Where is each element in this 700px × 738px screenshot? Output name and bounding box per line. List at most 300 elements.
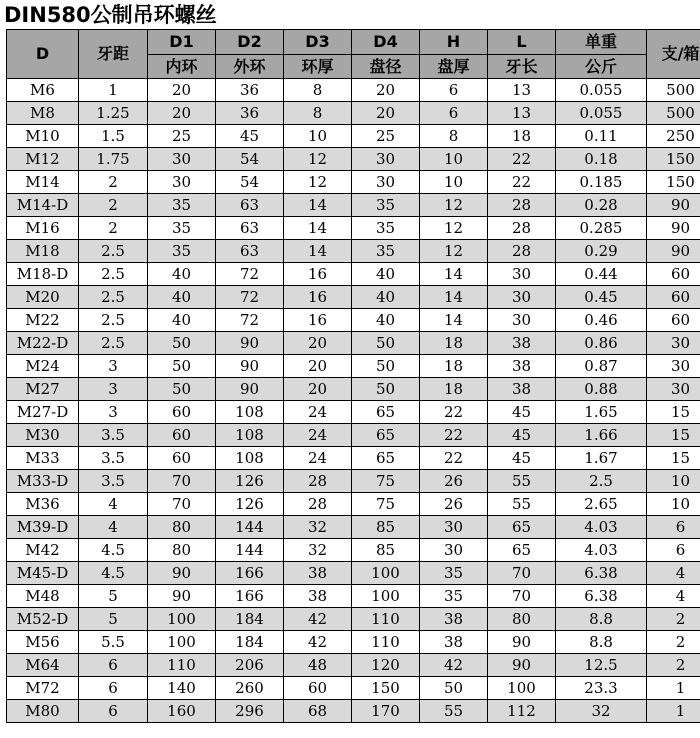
cell-l: 65 <box>488 516 556 539</box>
header-d3-sub: 环厚 <box>284 54 352 79</box>
cell-d2: 63 <box>216 217 284 240</box>
header-h: H <box>420 30 488 55</box>
table-row <box>7 171 700 194</box>
cell-d1: 100 <box>148 608 216 631</box>
cell-weight: 4.03 <box>556 539 647 562</box>
cell-size: M12 <box>7 148 79 171</box>
cell-d2: 63 <box>216 240 284 263</box>
cell-per-box: 10 <box>647 470 700 493</box>
cell-per-box: 15 <box>647 424 700 447</box>
header-d: D <box>7 30 79 79</box>
cell-d2: 45 <box>216 125 284 148</box>
cell-per-box: 150 <box>647 148 700 171</box>
cell-d3: 28 <box>284 493 352 516</box>
cell-l: 30 <box>488 286 556 309</box>
cell-pitch: 3.5 <box>79 470 148 493</box>
cell-d3: 8 <box>284 79 352 102</box>
cell-per-box: 6 <box>647 516 700 539</box>
table-row <box>7 516 700 539</box>
table-row <box>7 447 700 470</box>
table-row <box>7 608 700 631</box>
cell-size: M80 <box>7 700 79 723</box>
cell-pitch: 6 <box>79 654 148 677</box>
cell-d1: 20 <box>148 79 216 102</box>
cell-d2: 72 <box>216 286 284 309</box>
cell-d3: 10 <box>284 125 352 148</box>
cell-d1: 40 <box>148 309 216 332</box>
header-l-sub: 牙长 <box>488 54 556 79</box>
cell-h: 6 <box>420 79 488 102</box>
cell-per-box: 6 <box>647 539 700 562</box>
cell-d3: 12 <box>284 148 352 171</box>
cell-d4: 20 <box>352 79 420 102</box>
cell-d1: 60 <box>148 447 216 470</box>
cell-d4: 110 <box>352 608 420 631</box>
cell-per-box: 2 <box>647 631 700 654</box>
cell-d2: 126 <box>216 493 284 516</box>
cell-h: 22 <box>420 401 488 424</box>
table-row <box>7 470 700 493</box>
cell-d2: 260 <box>216 677 284 700</box>
cell-d3: 24 <box>284 401 352 424</box>
cell-d4: 30 <box>352 171 420 194</box>
cell-d4: 50 <box>352 332 420 355</box>
cell-l: 70 <box>488 562 556 585</box>
cell-h: 10 <box>420 148 488 171</box>
cell-weight: 23.3 <box>556 677 647 700</box>
cell-h: 18 <box>420 332 488 355</box>
cell-l: 65 <box>488 539 556 562</box>
cell-d1: 35 <box>148 240 216 263</box>
cell-d3: 20 <box>284 378 352 401</box>
cell-weight: 0.185 <box>556 171 647 194</box>
cell-pitch: 2.5 <box>79 240 148 263</box>
cell-pitch: 4.5 <box>79 539 148 562</box>
cell-d3: 68 <box>284 700 352 723</box>
cell-size: M14 <box>7 171 79 194</box>
cell-size: M16 <box>7 217 79 240</box>
cell-d4: 65 <box>352 424 420 447</box>
cell-size: M10 <box>7 125 79 148</box>
table-row <box>7 332 700 355</box>
cell-weight: 6.38 <box>556 562 647 585</box>
cell-d2: 144 <box>216 539 284 562</box>
cell-size: M42 <box>7 539 79 562</box>
cell-d2: 296 <box>216 700 284 723</box>
cell-d1: 25 <box>148 125 216 148</box>
cell-d1: 70 <box>148 493 216 516</box>
cell-d3: 38 <box>284 585 352 608</box>
cell-weight: 2.65 <box>556 493 647 516</box>
cell-pitch: 2.5 <box>79 309 148 332</box>
cell-h: 22 <box>420 447 488 470</box>
cell-pitch: 3 <box>79 355 148 378</box>
table-row <box>7 401 700 424</box>
cell-weight: 32 <box>556 700 647 723</box>
cell-size: M33 <box>7 447 79 470</box>
cell-per-box: 500 <box>647 79 700 102</box>
table-row <box>7 677 700 700</box>
cell-per-box: 60 <box>647 309 700 332</box>
cell-d2: 72 <box>216 309 284 332</box>
cell-d2: 54 <box>216 148 284 171</box>
cell-d3: 14 <box>284 217 352 240</box>
table-body <box>7 79 700 723</box>
cell-l: 70 <box>488 585 556 608</box>
table-row <box>7 585 700 608</box>
cell-h: 26 <box>420 470 488 493</box>
cell-per-box: 1 <box>647 700 700 723</box>
cell-l: 30 <box>488 263 556 286</box>
table-row <box>7 562 700 585</box>
cell-pitch: 4 <box>79 516 148 539</box>
cell-h: 50 <box>420 677 488 700</box>
cell-per-box: 250 <box>647 125 700 148</box>
cell-pitch: 2.5 <box>79 263 148 286</box>
cell-h: 38 <box>420 631 488 654</box>
cell-d1: 60 <box>148 424 216 447</box>
cell-per-box: 90 <box>647 217 700 240</box>
cell-h: 38 <box>420 608 488 631</box>
cell-size: M33-D <box>7 470 79 493</box>
cell-h: 35 <box>420 562 488 585</box>
table-row <box>7 700 700 723</box>
cell-weight: 0.285 <box>556 217 647 240</box>
cell-h: 22 <box>420 424 488 447</box>
cell-d4: 50 <box>352 378 420 401</box>
cell-d3: 38 <box>284 562 352 585</box>
cell-d1: 30 <box>148 171 216 194</box>
cell-pitch: 1.25 <box>79 102 148 125</box>
cell-weight: 2.5 <box>556 470 647 493</box>
cell-d2: 36 <box>216 102 284 125</box>
cell-d1: 100 <box>148 631 216 654</box>
cell-d1: 80 <box>148 516 216 539</box>
cell-l: 18 <box>488 125 556 148</box>
table-row <box>7 355 700 378</box>
cell-d3: 16 <box>284 286 352 309</box>
cell-d2: 90 <box>216 332 284 355</box>
cell-d1: 40 <box>148 286 216 309</box>
cell-l: 55 <box>488 470 556 493</box>
cell-pitch: 5 <box>79 608 148 631</box>
cell-weight: 0.87 <box>556 355 647 378</box>
cell-d3: 42 <box>284 608 352 631</box>
cell-per-box: 30 <box>647 332 700 355</box>
cell-l: 80 <box>488 608 556 631</box>
cell-h: 30 <box>420 516 488 539</box>
cell-d1: 40 <box>148 263 216 286</box>
cell-weight: 0.29 <box>556 240 647 263</box>
cell-per-box: 15 <box>647 447 700 470</box>
cell-l: 45 <box>488 401 556 424</box>
cell-d3: 32 <box>284 539 352 562</box>
cell-d1: 30 <box>148 148 216 171</box>
cell-d3: 24 <box>284 424 352 447</box>
cell-d4: 150 <box>352 677 420 700</box>
cell-h: 30 <box>420 539 488 562</box>
header-weight: 单重 <box>556 30 647 55</box>
cell-d4: 110 <box>352 631 420 654</box>
table-row <box>7 194 700 217</box>
cell-weight: 0.44 <box>556 263 647 286</box>
cell-weight: 0.18 <box>556 148 647 171</box>
cell-size: M30 <box>7 424 79 447</box>
cell-h: 55 <box>420 700 488 723</box>
cell-d4: 50 <box>352 355 420 378</box>
cell-h: 8 <box>420 125 488 148</box>
cell-pitch: 1 <box>79 79 148 102</box>
cell-d3: 8 <box>284 102 352 125</box>
cell-l: 112 <box>488 700 556 723</box>
table-row <box>7 263 700 286</box>
cell-l: 100 <box>488 677 556 700</box>
table-row <box>7 631 700 654</box>
cell-size: M56 <box>7 631 79 654</box>
cell-d4: 40 <box>352 263 420 286</box>
cell-pitch: 5 <box>79 585 148 608</box>
cell-d4: 170 <box>352 700 420 723</box>
table-row <box>7 378 700 401</box>
cell-h: 42 <box>420 654 488 677</box>
cell-pitch: 3 <box>79 401 148 424</box>
table-row <box>7 539 700 562</box>
cell-per-box: 90 <box>647 240 700 263</box>
cell-l: 38 <box>488 332 556 355</box>
cell-d1: 70 <box>148 470 216 493</box>
cell-d2: 184 <box>216 631 284 654</box>
cell-d1: 90 <box>148 585 216 608</box>
cell-l: 38 <box>488 378 556 401</box>
cell-d1: 110 <box>148 654 216 677</box>
cell-weight: 1.66 <box>556 424 647 447</box>
cell-d4: 100 <box>352 562 420 585</box>
cell-weight: 0.055 <box>556 79 647 102</box>
spec-table <box>6 29 700 723</box>
cell-d4: 85 <box>352 516 420 539</box>
cell-l: 90 <box>488 654 556 677</box>
cell-d3: 28 <box>284 470 352 493</box>
header-d1: D1 <box>148 30 216 55</box>
cell-per-box: 60 <box>647 286 700 309</box>
cell-d1: 50 <box>148 378 216 401</box>
cell-weight: 0.86 <box>556 332 647 355</box>
cell-d3: 16 <box>284 263 352 286</box>
cell-d3: 48 <box>284 654 352 677</box>
table-row <box>7 286 700 309</box>
cell-per-box: 2 <box>647 654 700 677</box>
cell-d1: 160 <box>148 700 216 723</box>
cell-size: M27-D <box>7 401 79 424</box>
cell-weight: 0.11 <box>556 125 647 148</box>
cell-l: 22 <box>488 171 556 194</box>
cell-size: M18-D <box>7 263 79 286</box>
cell-h: 12 <box>420 240 488 263</box>
cell-size: M8 <box>7 102 79 125</box>
cell-h: 26 <box>420 493 488 516</box>
cell-per-box: 4 <box>647 585 700 608</box>
cell-l: 13 <box>488 79 556 102</box>
cell-d3: 16 <box>284 309 352 332</box>
cell-d3: 60 <box>284 677 352 700</box>
cell-per-box: 2 <box>647 608 700 631</box>
cell-d4: 75 <box>352 470 420 493</box>
table-row <box>7 217 700 240</box>
cell-pitch: 6 <box>79 677 148 700</box>
cell-d2: 108 <box>216 447 284 470</box>
cell-h: 10 <box>420 171 488 194</box>
cell-l: 45 <box>488 424 556 447</box>
cell-h: 14 <box>420 286 488 309</box>
cell-size: M39-D <box>7 516 79 539</box>
cell-d3: 20 <box>284 355 352 378</box>
cell-l: 55 <box>488 493 556 516</box>
cell-d3: 32 <box>284 516 352 539</box>
header-row <box>7 30 700 55</box>
cell-weight: 1.67 <box>556 447 647 470</box>
cell-d3: 12 <box>284 171 352 194</box>
cell-per-box: 60 <box>647 263 700 286</box>
cell-d2: 144 <box>216 516 284 539</box>
cell-d3: 14 <box>284 194 352 217</box>
cell-d3: 42 <box>284 631 352 654</box>
cell-size: M45-D <box>7 562 79 585</box>
cell-pitch: 6 <box>79 700 148 723</box>
cell-d1: 80 <box>148 539 216 562</box>
cell-h: 18 <box>420 355 488 378</box>
cell-per-box: 4 <box>647 562 700 585</box>
cell-d4: 65 <box>352 447 420 470</box>
cell-d2: 108 <box>216 401 284 424</box>
cell-size: M6 <box>7 79 79 102</box>
cell-d1: 35 <box>148 194 216 217</box>
cell-d4: 35 <box>352 194 420 217</box>
cell-h: 18 <box>420 378 488 401</box>
cell-weight: 0.28 <box>556 194 647 217</box>
cell-per-box: 1 <box>647 677 700 700</box>
cell-d2: 126 <box>216 470 284 493</box>
cell-d2: 184 <box>216 608 284 631</box>
cell-size: M22 <box>7 309 79 332</box>
cell-d2: 108 <box>216 424 284 447</box>
cell-pitch: 5.5 <box>79 631 148 654</box>
header-h-sub: 盘厚 <box>420 54 488 79</box>
cell-d1: 140 <box>148 677 216 700</box>
header-d4: D4 <box>352 30 420 55</box>
table-row <box>7 79 700 102</box>
cell-d4: 25 <box>352 125 420 148</box>
cell-pitch: 2 <box>79 171 148 194</box>
cell-d2: 166 <box>216 585 284 608</box>
cell-h: 12 <box>420 217 488 240</box>
cell-d4: 30 <box>352 148 420 171</box>
cell-weight: 6.38 <box>556 585 647 608</box>
cell-pitch: 3 <box>79 378 148 401</box>
cell-h: 12 <box>420 194 488 217</box>
header-per-box: 支/箱 <box>647 30 700 79</box>
cell-per-box: 90 <box>647 194 700 217</box>
table-row <box>7 309 700 332</box>
cell-pitch: 2.5 <box>79 286 148 309</box>
cell-size: M22-D <box>7 332 79 355</box>
table-row <box>7 102 700 125</box>
cell-size: M36 <box>7 493 79 516</box>
cell-per-box: 30 <box>647 378 700 401</box>
cell-weight: 8.8 <box>556 608 647 631</box>
cell-d4: 40 <box>352 286 420 309</box>
cell-size: M20 <box>7 286 79 309</box>
header-d3: D3 <box>284 30 352 55</box>
cell-per-box: 15 <box>647 401 700 424</box>
cell-d2: 206 <box>216 654 284 677</box>
cell-d2: 54 <box>216 171 284 194</box>
table-row <box>7 125 700 148</box>
cell-d4: 100 <box>352 585 420 608</box>
cell-h: 14 <box>420 309 488 332</box>
header-d4-sub: 盘径 <box>352 54 420 79</box>
cell-per-box: 30 <box>647 355 700 378</box>
cell-d4: 20 <box>352 102 420 125</box>
cell-weight: 4.03 <box>556 516 647 539</box>
cell-size: M52-D <box>7 608 79 631</box>
cell-l: 90 <box>488 631 556 654</box>
cell-weight: 0.055 <box>556 102 647 125</box>
cell-weight: 12.5 <box>556 654 647 677</box>
cell-size: M14-D <box>7 194 79 217</box>
header-weight-sub: 公斤 <box>556 54 647 79</box>
cell-l: 30 <box>488 309 556 332</box>
cell-pitch: 1.5 <box>79 125 148 148</box>
cell-d3: 14 <box>284 240 352 263</box>
cell-d2: 72 <box>216 263 284 286</box>
cell-size: M64 <box>7 654 79 677</box>
cell-d1: 35 <box>148 217 216 240</box>
cell-pitch: 3.5 <box>79 424 148 447</box>
cell-size: M24 <box>7 355 79 378</box>
cell-h: 14 <box>420 263 488 286</box>
cell-weight: 0.46 <box>556 309 647 332</box>
cell-d1: 50 <box>148 332 216 355</box>
cell-d2: 90 <box>216 378 284 401</box>
cell-d4: 120 <box>352 654 420 677</box>
cell-weight: 0.88 <box>556 378 647 401</box>
cell-pitch: 2 <box>79 194 148 217</box>
cell-h: 35 <box>420 585 488 608</box>
cell-pitch: 2.5 <box>79 332 148 355</box>
page-title: DIN580公制吊环螺丝 <box>4 3 217 27</box>
cell-l: 22 <box>488 148 556 171</box>
cell-d1: 60 <box>148 401 216 424</box>
cell-weight: 0.45 <box>556 286 647 309</box>
cell-d1: 90 <box>148 562 216 585</box>
cell-d2: 63 <box>216 194 284 217</box>
cell-size: M18 <box>7 240 79 263</box>
header-l: L <box>488 30 556 55</box>
cell-weight: 8.8 <box>556 631 647 654</box>
cell-per-box: 150 <box>647 171 700 194</box>
cell-d3: 24 <box>284 447 352 470</box>
cell-d2: 36 <box>216 79 284 102</box>
cell-d1: 50 <box>148 355 216 378</box>
cell-l: 28 <box>488 240 556 263</box>
cell-d2: 166 <box>216 562 284 585</box>
table-row <box>7 654 700 677</box>
cell-weight: 1.65 <box>556 401 647 424</box>
cell-d2: 90 <box>216 355 284 378</box>
cell-l: 38 <box>488 355 556 378</box>
table-row <box>7 148 700 171</box>
table-row <box>7 493 700 516</box>
